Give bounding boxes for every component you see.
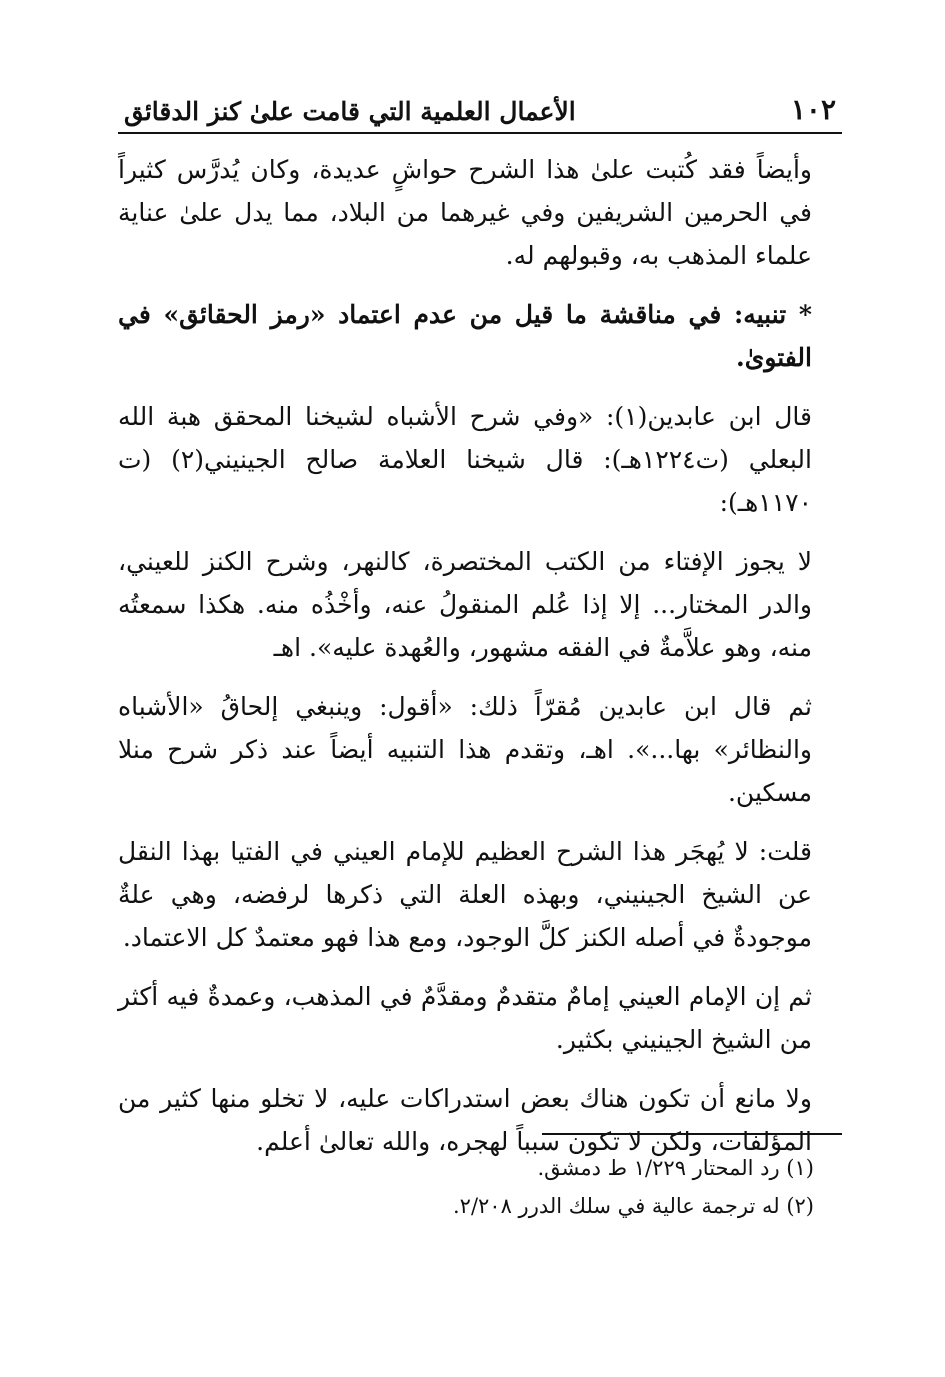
footnote-1: (١) رد المحتار ١/٢٢٩ ط دمشق. xyxy=(537,1156,814,1180)
page xyxy=(118,88,842,1179)
main-text xyxy=(118,148,842,1163)
paragraph-ibn-abidin-addition: ثم قال ابن عابدين مُقرّاً ذلك: «أقول: وينبغي إلحاقُ «الأشباه والنظائر» بها...». اهـ، وتقدم هذا التنبيه أيضاً عند ذكر شرح منلا مسكين. xyxy=(118,692,812,807)
footnotes xyxy=(118,1133,842,1225)
footnote-divider xyxy=(542,1133,842,1135)
paragraph-conclusion: ولا مانع أن تكون هناك بعض استدراكات عليه، لا تخلو منها كثير من المؤلفات، ولكن لا تكون سبباً لهجره، والله تعالىٰ أعلم. xyxy=(118,1084,812,1156)
paragraph-fatwa-restriction: لا يجوز الإفتاء من الكتب المختصرة، كالنهر، وشرح الكنز للعيني، والدر المختار... إلا إذا عُلم المنقولُ عنه، وأخْذُه منه. هكذا سمعتُه منه، وهو علاَّمةٌ في الفقه مشهور، والعُهدة عليه». اهـ xyxy=(118,547,813,662)
page-header xyxy=(118,88,842,134)
paragraph-ibn-abidin-quote: قال ابن عابدين(١): «وفي شرح الأشباه لشيخنا المحقق هبة الله البعلي (ت١٢٢٤هـ): قال شيخنا العلامة صالح الجينيني(٢) (ت ١١٧٠هـ): xyxy=(118,402,812,517)
paragraph-author-response: قلت: لا يُهجَر هذا الشرح العظيم للإمام العيني في الفتيا بهذا النقل عن الشيخ الجينيني، وبهذه العلة التي ذكرها لرفضه، وهي علةٌ موجودةٌ في أصله الكنز كلَّ الوجود، ومع هذا فهو معتمدٌ كل الاعتماد. xyxy=(118,837,812,952)
running-title: الأعمال العلمية التي قامت علىٰ كنز الدقائق xyxy=(124,97,576,126)
paragraph-imam-aini: ثم إن الإمام العيني إمامٌ متقدمٌ ومقدَّمٌ في المذهب، وعمدةٌ فيه أكثر من الشيخ الجينيني بكثير. xyxy=(118,982,812,1054)
paragraph-commentaries: وأيضاً فقد كُتبت علىٰ هذا الشرح حواشٍ عديدة، وكان يُدرَّس كثيراً في الحرمين الشريفين وفي غيرهما من البلاد، مما يدل علىٰ عناية علماء المذهب به، وقبولهم له. xyxy=(118,155,812,270)
paragraph-notice: * تنبيه: في مناقشة ما قيل من عدم اعتماد «رمز الحقائق» في الفتوىٰ. xyxy=(118,300,812,372)
footnote-2: (٢) له ترجمة عالية في سلك الدرر ٢/٢٠٨. xyxy=(452,1194,814,1218)
page-number: ١٠٢ xyxy=(790,93,836,126)
